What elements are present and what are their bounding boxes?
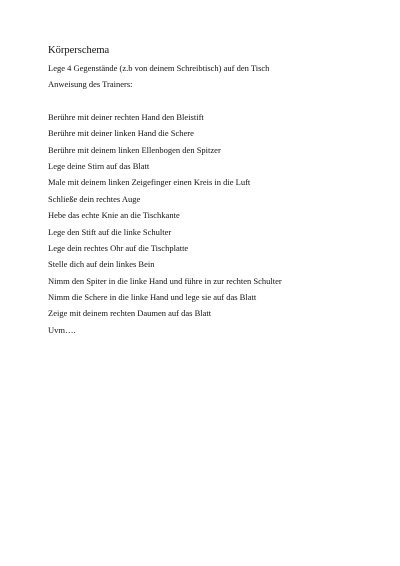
page-title: Körperschema [48, 45, 110, 56]
intro-line: Lege 4 Gegenstände (z.b von deinem Schreibtisch) auf den Tisch [48, 63, 270, 73]
instruction-line: Nimm die Schere in die linke Hand und lege sie auf das Blatt [48, 292, 257, 303]
instruction-line: Lege deine Stirn auf das Blatt [48, 160, 150, 171]
paragraph-gap [48, 95, 378, 111]
instruction-line: Berühre mit deiner linken Hand die Schere [48, 128, 194, 139]
instruction-line: Stelle dich auf dein linkes Bein [48, 259, 155, 270]
instruction-line: Berühre mit deiner rechten Hand den Bleistift [48, 111, 204, 122]
instruction-line: Lege den Stift auf die linke Schulter [48, 226, 172, 237]
instruction-line: Male mit deinem linken Zeigefinger einen Kreis in die Luft [48, 177, 251, 188]
instruction-line: Uvm…. [48, 324, 76, 335]
instruction-line: Berühre mit deinem linken Ellenbogen den Spitzer [48, 144, 221, 155]
instruction-line: Schließe dein rechtes Auge [48, 193, 141, 204]
instruction-line: Hebe das echte Knie an die Tischkante [48, 210, 180, 221]
instruction-line: Lege dein rechtes Ohr auf die Tischplatte [48, 242, 189, 253]
instruction-line: Nimm den Spiter in die linke Hand und führe in zur rechten Schulter [48, 275, 282, 286]
instruction-line: Zeige mit deinem rechten Daumen auf das Blatt [48, 308, 212, 319]
intro-line: Anweisung des Trainers: [48, 79, 133, 90]
document-body [48, 44, 378, 340]
